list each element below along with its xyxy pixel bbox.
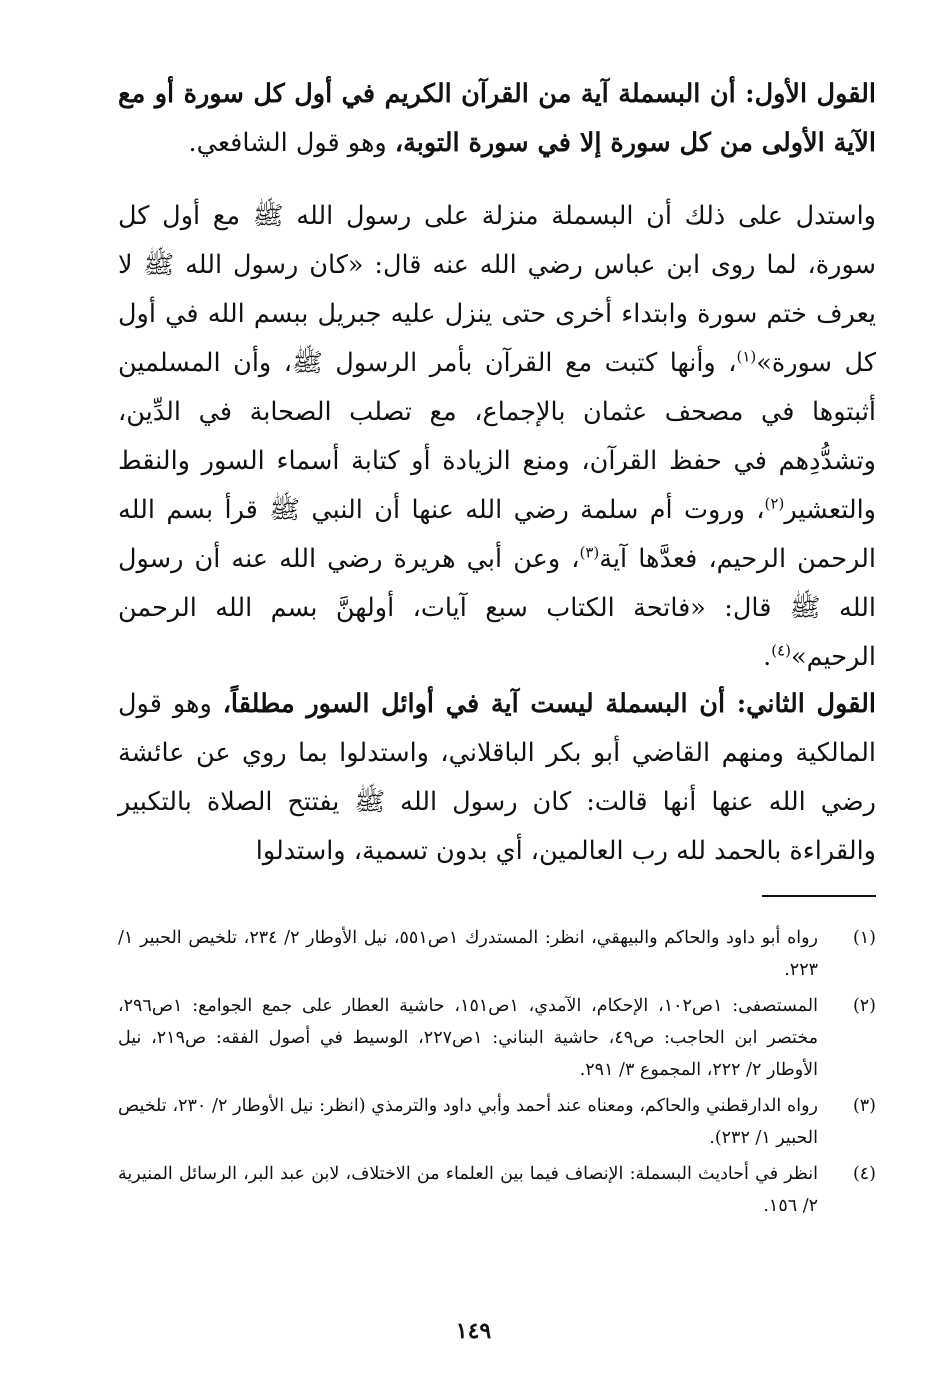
footnote-ref-2: (٢)	[764, 494, 785, 513]
evidence-text-a: واستدل على ذلك أن البسملة منزلة على رسول الله ﷺ مع أول كل سورة، لما روى ابن عباس رضي الله عنه قال: «كان رسول الله ﷺ لا يعرف ختم سورة وابتداء أخرى حتى ينزل عليه جبريل ببسم الله في أول كل سورة»	[118, 201, 876, 378]
footnote-number: (٤)	[852, 1164, 876, 1184]
footnote-item	[118, 1158, 876, 1222]
footnote-item	[118, 1090, 876, 1154]
footnote-number: (١)	[852, 928, 876, 948]
footnote-item	[118, 990, 876, 1086]
evidence-text-e: .	[763, 642, 772, 672]
footnote-text: المستصفى: ١ص١٠٢، الإحكام، الآمدي، ١ص١٥١، حاشية العطار على جمع الجوامع: ١ص٢٩٦، مختصر ابن الحاجب: ص٤٩، حاشية البناني: ١ص٢٢٧، الوسيط في أصول الفقه: ص٢١٩، نيل الأوطار ٢/ ٢٢٢، المجموع ٣/ ٢٩١.	[118, 996, 818, 1080]
evidence-text-c: ، وروت أم سلمة رضي الله عنها أن النبي ﷺ قرأ بسم الله الرحمن الرحيم، فعدَّها آية	[118, 495, 876, 574]
footnote-item	[118, 922, 876, 986]
footnote-number: (٣)	[852, 1096, 876, 1116]
second-opinion-heading: القول الثاني: أن البسملة ليست آية في أوائل السور مطلقاً،	[222, 689, 876, 719]
paragraph-second-opinion	[118, 680, 876, 876]
paragraph-first-opinion	[118, 70, 876, 168]
footnote-number: (٢)	[852, 996, 876, 1016]
first-opinion-text: وهو قول الشافعي.	[188, 128, 395, 158]
first-opinion-heading: القول الأول: أن البسملة آية من القرآن الكريم في أول كل سورة أو مع الآية الأولى من كل سورة إلا في سورة التوبة،	[118, 79, 876, 158]
footnote-ref-1: (١)	[736, 347, 757, 366]
page-number: ١٤٩	[455, 1318, 492, 1344]
paragraph-first-opinion-evidence	[118, 192, 876, 682]
footnote-divider	[762, 895, 876, 897]
footnote-ref-3: (٣)	[579, 543, 600, 562]
second-opinion-text: وهو قول المالكية ومنهم القاضي أبو بكر الباقلاني، واستدلوا بما روي عن عائشة رضي الله عنها أنها قالت: كان رسول الله ﷺ يفتتح الصلاة بالتكبير والقراءة بالحمد لله رب العالمين، أي بدون تسمية، واستدلوا	[118, 689, 876, 866]
footnote-text: رواه الدارقطني والحاكم، ومعناه عند أحمد وأبي داود والترمذي (انظر: نيل الأوطار ٢/ ٢٣٠، تلخيص الحبير ١/ ٢٣٢).	[118, 1096, 818, 1148]
footnotes	[118, 922, 876, 1226]
footnote-text: انظر في أحاديث البسملة: الإنصاف فيما بين العلماء من الاختلاف، لابن عبد البر، الرسائل المنيرية ٢/ ١٥٦.	[118, 1164, 818, 1216]
evidence-text-b: ، وأنها كتبت مع القرآن بأمر الرسول ﷺ، وأن المسلمين أثبتوها في مصحف عثمان بالإجماع، مع تصلب الصحابة في الدِّين، وتشدُّدِهم في حفظ القرآن، ومنع الزيادة أو كتابة أسماء السور والنقط والتعشير	[118, 348, 876, 525]
footnote-text: رواه أبو داود والحاكم والبيهقي، انظر: المستدرك ١ص٥٥١، نيل الأوطار ٢/ ٢٣٤، تلخيص الحبير ١/ ٢٢٣.	[118, 928, 818, 980]
footnote-ref-4: (٤)	[771, 641, 792, 660]
evidence-text-d: ، وعن أبي هريرة رضي الله عنه أن رسول الله ﷺ قال: «فاتحة الكتاب سبع آيات، أولهنَّ بسم الله الرحمن الرحيم»	[118, 544, 876, 672]
